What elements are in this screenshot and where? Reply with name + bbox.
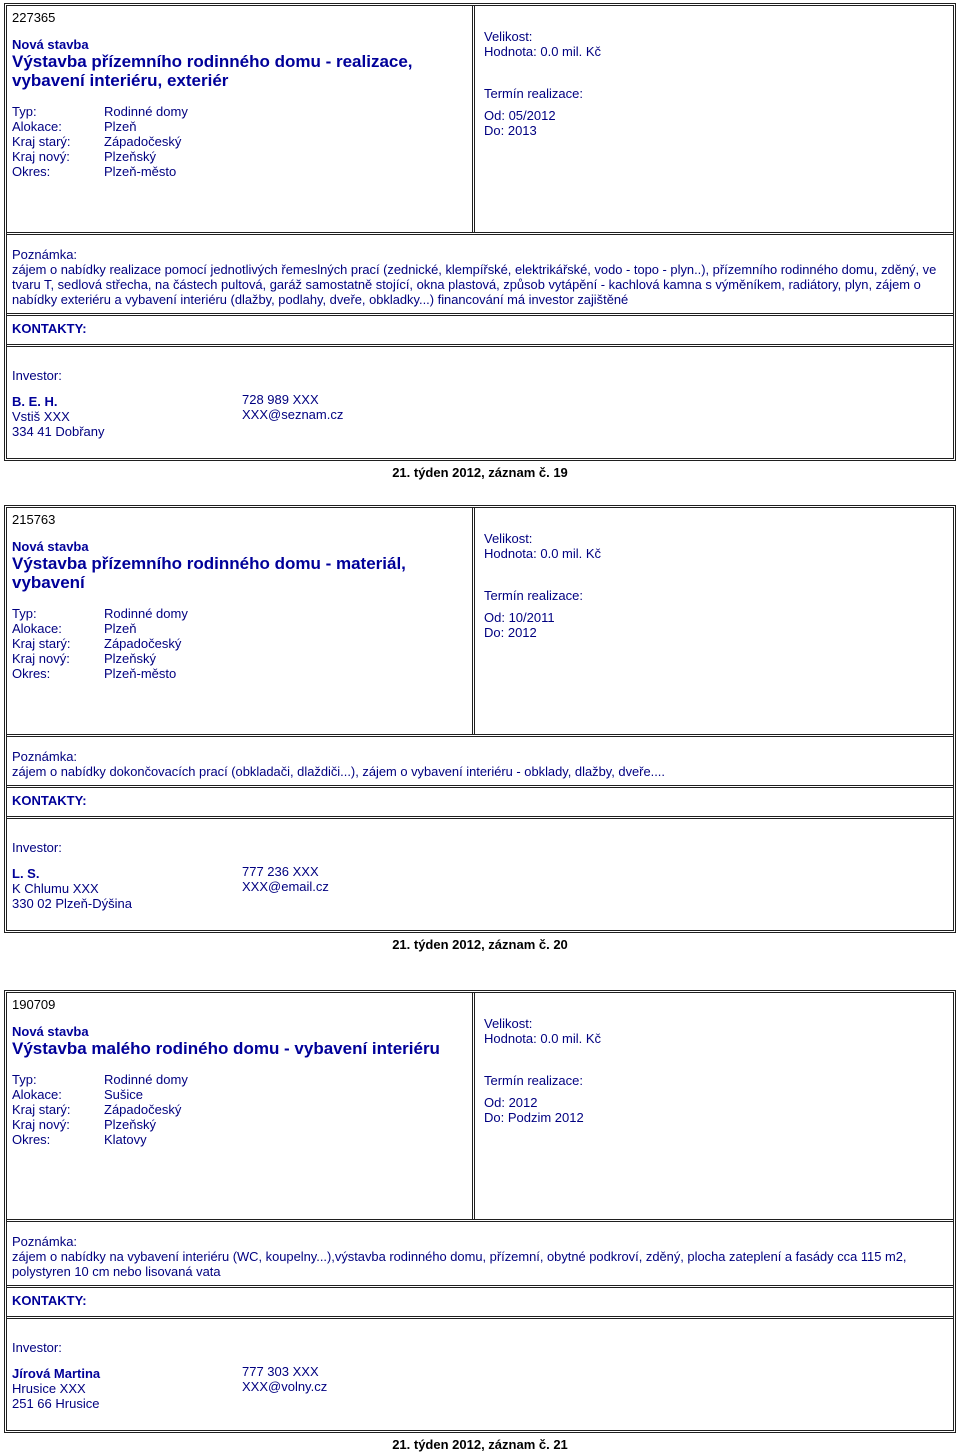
field-value: Západočeský <box>104 134 182 149</box>
investor-details <box>12 866 948 911</box>
value-amount: Hodnota: 0.0 mil. Kč <box>484 546 602 561</box>
field-value: Západočeský <box>104 1102 182 1117</box>
note-line: tvaru T, sedlová střecha, na částech pultová, garáž samostatně stojící, okna plastová, způsob vytápění - kachlová kamna s výměníkem, radiátory, plyn, zájem o <box>12 277 921 292</box>
investor-name: B. E. H. <box>12 394 58 409</box>
term-from: Od: 10/2011 <box>484 610 555 625</box>
note-section <box>7 235 953 316</box>
note-line: zájem o nabídky realizace pomocí jednotlivých řemeslných prací (zednické, klempířské, elektrikářské, vodo - topo - plyn..), přízemního rodinného domu, zděný, ve <box>12 262 937 277</box>
investor-email: XXX@seznam.cz <box>242 407 344 422</box>
investor-city: 330 02 Plzeň-Dýšina <box>12 896 132 911</box>
field-value: Rodinné domy <box>104 1072 188 1087</box>
project-title: Výstavba přízemního rodinného domu - realizace, vybavení interiéru, exteriér <box>12 52 413 90</box>
field-label: Typ: <box>12 104 37 119</box>
field-label: Alokace: <box>12 621 62 636</box>
field-row-old-region <box>12 1102 467 1117</box>
project-value-term <box>475 508 953 734</box>
field-label: Typ: <box>12 1072 37 1087</box>
field-row-district <box>12 164 467 179</box>
field-value: Plzeň <box>104 621 137 636</box>
investor-section <box>7 1319 953 1430</box>
field-value: Plzeň-město <box>104 666 177 681</box>
field-value: Plzeň <box>104 119 137 134</box>
field-row-allocation <box>12 1087 467 1102</box>
investor-address-block <box>12 1366 242 1411</box>
field-label: Okres: <box>12 666 51 681</box>
investor-contact-block <box>242 864 329 911</box>
investor-details <box>12 394 948 439</box>
size-label: Velikost: <box>484 1016 533 1031</box>
record-box <box>4 990 956 1433</box>
value-amount: Hodnota: 0.0 mil. Kč <box>484 1031 602 1046</box>
investor-contact-block <box>242 392 343 439</box>
record <box>4 3 956 480</box>
project-value-term <box>475 6 953 232</box>
investor-phone: 777 303 XXX <box>242 1364 319 1379</box>
field-value: Sušice <box>104 1087 144 1102</box>
project-title: Výstavba malého rodiného domu - vybavení interiéru <box>12 1039 440 1058</box>
field-label: Kraj starý: <box>12 636 71 651</box>
note-section <box>7 1222 953 1288</box>
field-row-old-region <box>12 636 467 651</box>
field-label: Kraj nový: <box>12 1117 70 1132</box>
project-title: Výstavba přízemního rodinného domu - materiál, vybavení <box>12 554 406 592</box>
field-value: Rodinné domy <box>104 104 188 119</box>
record <box>4 505 956 952</box>
record-header <box>7 993 953 1222</box>
field-label: Alokace: <box>12 119 62 134</box>
investor-label: Investor: <box>12 368 62 383</box>
field-value: Plzeň-město <box>104 164 177 179</box>
field-value: Plzeňský <box>104 1117 157 1132</box>
investor-section <box>7 819 953 930</box>
term-to: Do: Podzim 2012 <box>484 1110 584 1125</box>
size-label: Velikost: <box>484 29 533 44</box>
note-line: polystyren 10 cm nebo lisovaná vata <box>12 1264 221 1279</box>
investor-label: Investor: <box>12 840 62 855</box>
contacts-heading: KONTAKTY: <box>7 788 953 819</box>
note-line: nabídky exteriéru a vybavení interiéru (dlažby, podlahy, dveře, obkladky...) financování má investor zajištěné <box>12 292 629 307</box>
field-value: Plzeňský <box>104 149 157 164</box>
field-row-new-region <box>12 651 467 666</box>
field-value: Plzeňský <box>104 651 157 666</box>
size-label: Velikost: <box>484 531 533 546</box>
investor-name: Jírová Martina <box>12 1366 101 1381</box>
investor-name: L. S. <box>12 866 40 881</box>
investor-city: 334 41 Dobřany <box>12 424 105 439</box>
term-label: Termín realizace: <box>484 588 583 603</box>
investor-email: XXX@email.cz <box>242 879 329 894</box>
investor-address-block <box>12 394 242 439</box>
term-label: Termín realizace: <box>484 1073 583 1088</box>
field-label: Kraj nový: <box>12 651 70 666</box>
term-to: Do: 2013 <box>484 123 537 138</box>
project-info <box>7 6 475 232</box>
project-status: Nová stavba <box>12 37 89 52</box>
project-status: Nová stavba <box>12 539 89 554</box>
project-info <box>7 993 475 1219</box>
record-id: 190709 <box>12 997 56 1012</box>
field-label: Kraj starý: <box>12 1102 71 1117</box>
term-label: Termín realizace: <box>484 86 583 101</box>
field-label: Typ: <box>12 606 37 621</box>
record-footer: 21. týden 2012, záznam č. 20 <box>392 937 568 952</box>
investor-phone: 728 989 XXX <box>242 392 319 407</box>
investor-street: K Chlumu XXX <box>12 881 99 896</box>
project-status: Nová stavba <box>12 1024 89 1039</box>
field-row-allocation <box>12 621 467 636</box>
investor-phone: 777 236 XXX <box>242 864 319 879</box>
project-fields <box>12 104 467 179</box>
investor-email: XXX@volny.cz <box>242 1379 328 1394</box>
field-label: Okres: <box>12 1132 51 1147</box>
term-from: Od: 05/2012 <box>484 108 556 123</box>
term-to: Do: 2012 <box>484 625 537 640</box>
project-fields <box>12 606 467 681</box>
investor-address-block <box>12 866 242 911</box>
field-row-district <box>12 1132 467 1147</box>
field-row-allocation <box>12 119 467 134</box>
field-row-new-region <box>12 149 467 164</box>
field-label: Okres: <box>12 164 51 179</box>
note-line: zájem o nabídky na vybavení interiéru (WC, koupelny...),výstavba rodinného domu, přízemní, obytné podkroví, zděný, plocha zateplení a fasády cca 115 m2, <box>12 1249 907 1264</box>
note-section <box>7 737 953 788</box>
term-from: Od: 2012 <box>484 1095 538 1110</box>
field-row-old-region <box>12 134 467 149</box>
record-footer: 21. týden 2012, záznam č. 21 <box>392 1437 568 1452</box>
note-line: zájem o nabídky dokončovacích prací (obkladači, dlaždiči...), zájem o vybavení interiéru - obklady, dlažby, dveře.... <box>12 764 665 779</box>
note-label: Poznámka: <box>12 749 78 764</box>
field-row-type <box>12 606 467 621</box>
record-header <box>7 508 953 737</box>
investor-city: 251 66 Hrusice <box>12 1396 100 1411</box>
field-label: Kraj starý: <box>12 134 71 149</box>
field-value: Klatovy <box>104 1132 147 1147</box>
project-info <box>7 508 475 734</box>
investor-street: Vstiš XXX <box>12 409 70 424</box>
contacts-heading: KONTAKTY: <box>7 316 953 347</box>
record-box <box>4 3 956 461</box>
value-amount: Hodnota: 0.0 mil. Kč <box>484 44 602 59</box>
field-value: Rodinné domy <box>104 606 188 621</box>
investor-street: Hrusice XXX <box>12 1381 86 1396</box>
note-label: Poznámka: <box>12 247 78 262</box>
record-id: 215763 <box>12 512 56 527</box>
field-row-type <box>12 1072 467 1087</box>
field-label: Alokace: <box>12 1087 62 1102</box>
project-fields <box>12 1072 467 1147</box>
note-label: Poznámka: <box>12 1234 78 1249</box>
contacts-heading: KONTAKTY: <box>7 1288 953 1319</box>
record-header <box>7 6 953 235</box>
project-value-term <box>475 993 953 1219</box>
field-row-new-region <box>12 1117 467 1132</box>
record-id: 227365 <box>12 10 56 25</box>
record-box <box>4 505 956 933</box>
field-row-type <box>12 104 467 119</box>
investor-label: Investor: <box>12 1340 62 1355</box>
field-value: Západočeský <box>104 636 182 651</box>
field-label: Kraj nový: <box>12 149 70 164</box>
record-footer: 21. týden 2012, záznam č. 19 <box>392 465 568 480</box>
investor-section <box>7 347 953 458</box>
investor-details <box>12 1366 948 1411</box>
record <box>4 990 956 1452</box>
investor-contact-block <box>242 1364 327 1411</box>
field-row-district <box>12 666 467 681</box>
